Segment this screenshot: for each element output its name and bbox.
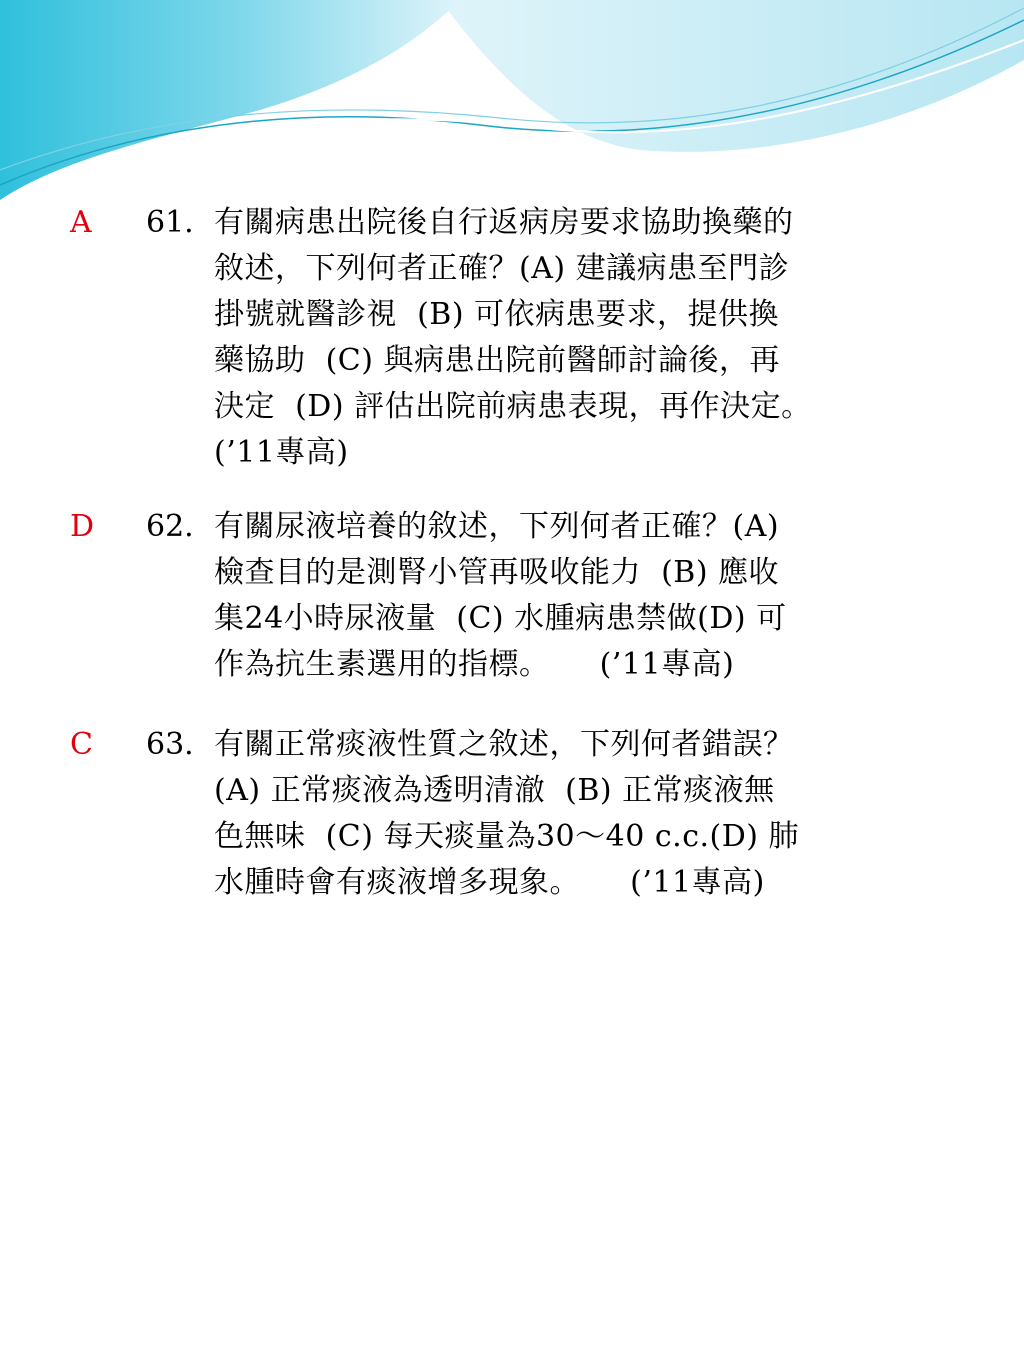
- question-number: 61.: [146, 205, 194, 240]
- text-line: (’11專高): [214, 435, 349, 470]
- text-line: 集24小時尿液量 (C) 水腫病患禁做(D) 可: [214, 601, 787, 636]
- text-line: 決定 (D) 評估出院前病患表現，再作決定。: [214, 389, 812, 424]
- answer-key: D: [70, 509, 95, 544]
- answer-key: C: [70, 727, 93, 762]
- text-line: 水腫時會有痰液增多現象。 (’11專高): [214, 865, 765, 900]
- text-line: 掛號就醫診視 (B) 可依病患要求，提供換: [214, 297, 780, 332]
- text-line: 敘述，下列何者正確？(A) 建議病患至門診: [214, 251, 790, 286]
- text-line: 有關病患出院後自行返病房要求協助換藥的: [214, 205, 794, 240]
- text-line: 藥協助 (C) 與病患出院前醫師討論後，再: [214, 343, 780, 378]
- question-text: [214, 200, 954, 476]
- text-line: 色無味 (C) 每天痰量為30～40 c.c.(D) 肺: [214, 819, 800, 854]
- text-line: 檢查目的是測腎小管再吸收能力 (B) 應收: [214, 555, 780, 590]
- question-number: 63.: [146, 727, 194, 762]
- header-wave-decoration: [0, 0, 1024, 220]
- question-text: [214, 722, 954, 906]
- text-line: 有關尿液培養的敘述，下列何者正確？(A): [214, 509, 780, 544]
- question-number: 62.: [146, 509, 194, 544]
- answer-key: A: [70, 205, 92, 240]
- text-line: 作為抗生素選用的指標。 (’11專高): [214, 647, 735, 682]
- text-line: (A) 正常痰液為透明清澈 (B) 正常痰液無: [214, 773, 775, 808]
- text-line: 有關正常痰液性質之敘述，下列何者錯誤？: [214, 727, 794, 762]
- question-text: [214, 504, 954, 688]
